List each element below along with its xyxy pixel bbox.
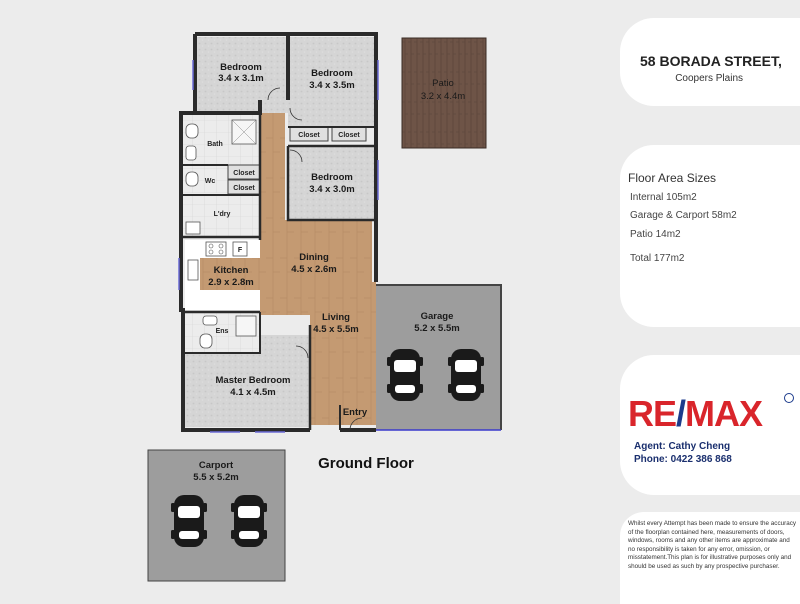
area-garage-carport: Garage & Carport 58m2 (630, 210, 737, 221)
sink-fixture (188, 260, 198, 280)
agent-phone: Phone: 0422 386 868 (634, 454, 732, 465)
closet-label: Closet (233, 170, 255, 177)
address-suburb: Coopers Plains (675, 73, 743, 84)
area-internal: Internal 105m2 (630, 192, 697, 203)
address-card (620, 18, 800, 106)
remax-logo: RE/MAX (628, 393, 763, 434)
living-dims: 4.5 x 5.5m (313, 324, 359, 335)
basin-fixture (203, 316, 217, 325)
floor-area-card (620, 145, 800, 327)
patio-dims: 3.2 x 4.4m (420, 91, 466, 102)
carport-label: Carport (198, 460, 234, 471)
bedroom-2-dims: 3.4 x 3.5m (309, 80, 355, 91)
floor-area-title: Floor Area Sizes (628, 171, 717, 185)
toilet-fixture (200, 334, 212, 348)
bath-label: Bath (207, 141, 223, 148)
registered-mark-icon (784, 393, 794, 403)
disclaimer-card (620, 512, 800, 604)
wc-label: Wc (204, 178, 216, 185)
ensuite-label: Ens (215, 328, 229, 335)
closet-label: Closet (338, 132, 360, 139)
stove-fixture (206, 242, 226, 256)
master-bedroom-dims: 4.1 x 4.5m (230, 387, 276, 398)
bedroom-1-label: Bedroom (220, 62, 262, 73)
garage-label: Garage (420, 311, 454, 322)
kitchen-label: Kitchen (213, 265, 249, 276)
garage-dims: 5.2 x 5.5m (414, 323, 460, 334)
closet-label: Closet (233, 185, 255, 192)
agent-name: Agent: Cathy Cheng (634, 441, 731, 452)
carport-dims: 5.5 x 5.2m (193, 472, 239, 483)
shower-fixture (236, 316, 256, 336)
car-icon (448, 349, 484, 401)
agent-card (620, 355, 800, 495)
dining-dims: 4.5 x 2.6m (291, 264, 337, 275)
toilet-fixture (186, 124, 198, 138)
master-bedroom-label: Master Bedroom (215, 375, 291, 386)
car-icon (387, 349, 423, 401)
bedroom-3-label: Bedroom (311, 172, 353, 183)
entry-label: Entry (342, 407, 368, 418)
kitchen-dims: 2.9 x 2.8m (208, 277, 254, 288)
car-icon (171, 495, 207, 547)
dining-label: Dining (299, 252, 329, 263)
car-icon (231, 495, 267, 547)
basin-fixture (186, 146, 196, 160)
tub-fixture (186, 222, 200, 234)
laundry-label: L'dry (213, 211, 231, 218)
bedroom-1-dims: 3.4 x 3.1m (218, 73, 264, 84)
bedroom-3-dims: 3.4 x 3.0m (309, 184, 355, 195)
toilet-fixture (186, 172, 198, 186)
patio-label: Patio (432, 78, 454, 89)
bedroom-2-label: Bedroom (311, 68, 353, 79)
living-label: Living (322, 312, 350, 323)
floor-title: Ground Floor (318, 455, 414, 472)
disclaimer-text: Whilst every Attempt has been made to ensure the accuracy of the floorplan contained here, measurements of doors, windows, rooms and any other items are approximate and no responsibility is taken for any error, omission, or misstatement.This plan is for illustrative purposes only and should be used as such by any prospective purchaser. (628, 520, 797, 570)
closet-label: Closet (298, 132, 320, 139)
area-patio: Patio 14m2 (630, 229, 681, 240)
address-street: 58 BORADA STREET, (640, 53, 782, 69)
area-total: Total 177m2 (630, 253, 685, 264)
fridge-label: F (237, 247, 243, 254)
